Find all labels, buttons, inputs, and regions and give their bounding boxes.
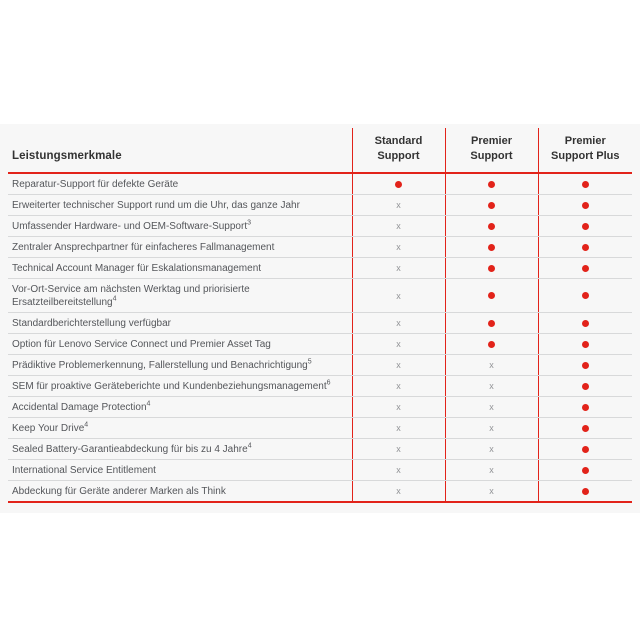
value-cell-premier: [445, 439, 538, 460]
table-row: [8, 279, 632, 313]
included-dot-icon: [582, 244, 589, 251]
value-cell-standard: [352, 439, 445, 460]
feature-cell: Technical Account Manager für Eskalationsmanagement: [8, 258, 352, 279]
table-row: [8, 481, 632, 503]
header-row: [8, 128, 632, 173]
value-cell-premier_plus: [538, 195, 632, 216]
value-cell-premier: [445, 313, 538, 334]
value-cell-premier: [445, 397, 538, 418]
footnote-superscript: 4: [84, 421, 89, 429]
value-cell-premier: [445, 481, 538, 503]
value-cell-premier_plus: [538, 237, 632, 258]
table-row: [8, 258, 632, 279]
table-row: [8, 376, 632, 397]
value-cell-premier: [445, 195, 538, 216]
feature-cell: Umfassender Hardware- und OEM-Software-Support$^3$: [8, 216, 352, 237]
included-dot-icon: [582, 488, 589, 495]
feature-cell: International Service Entitlement: [8, 460, 352, 481]
value-cell-standard: [352, 216, 445, 237]
table-row: [8, 313, 632, 334]
value-cell-premier: [445, 173, 538, 195]
not-included-x-mark: x: [489, 402, 494, 412]
table-row: [8, 460, 632, 481]
value-cell-premier_plus: [538, 418, 632, 439]
included-dot-icon: [488, 292, 495, 299]
value-cell-premier_plus: [538, 439, 632, 460]
included-dot-icon: [488, 202, 495, 209]
not-included-x-mark: x: [396, 423, 401, 433]
not-included-x-mark: x: [396, 444, 401, 454]
support-comparison-table: [8, 128, 632, 503]
included-dot-icon: [582, 292, 589, 299]
value-cell-premier_plus: [538, 460, 632, 481]
included-dot-icon: [488, 265, 495, 272]
value-cell-standard: [352, 460, 445, 481]
value-cell-premier_plus: [538, 279, 632, 313]
table-row: [8, 173, 632, 195]
not-included-x-mark: x: [396, 360, 401, 370]
footnote-superscript: 3: [247, 219, 251, 227]
not-included-x-mark: x: [489, 486, 494, 496]
value-cell-standard: [352, 376, 445, 397]
value-cell-standard: [352, 258, 445, 279]
included-dot-icon: [582, 265, 589, 272]
not-included-x-mark: x: [396, 242, 401, 252]
not-included-x-mark: x: [396, 200, 401, 210]
feature-cell: Zentraler Ansprechpartner für einfacheres Fallmanagement: [8, 237, 352, 258]
value-cell-standard: [352, 397, 445, 418]
feature-column-header: Leistungsmerkmale: [8, 128, 352, 173]
footnote-superscript: 4: [112, 295, 117, 303]
value-cell-premier_plus: [538, 258, 632, 279]
table-row: [8, 418, 632, 439]
not-included-x-mark: x: [489, 381, 494, 391]
not-included-x-mark: x: [396, 221, 401, 231]
included-dot-icon: [582, 341, 589, 348]
included-dot-icon: [488, 244, 495, 251]
not-included-x-mark: x: [396, 381, 401, 391]
value-cell-premier: [445, 237, 538, 258]
value-cell-standard: [352, 279, 445, 313]
feature-cell: SEM für proaktive Geräteberichte und Kundenbeziehungsmanagement$^6$: [8, 376, 352, 397]
included-dot-icon: [582, 202, 589, 209]
value-cell-premier_plus: [538, 355, 632, 376]
value-cell-standard: [352, 481, 445, 503]
value-cell-premier_plus: [538, 334, 632, 355]
value-cell-standard: [352, 418, 445, 439]
column-header-line1: Premier: [471, 135, 512, 147]
table-row: [8, 237, 632, 258]
included-dot-icon: [582, 446, 589, 453]
not-included-x-mark: x: [396, 290, 401, 301]
feature-cell: Prädiktive Problemerkennung, Fallerstellung und Benachrichtigung$^5$: [8, 355, 352, 376]
value-cell-premier: [445, 279, 538, 313]
not-included-x-mark: x: [396, 486, 401, 496]
feature-cell: Keep Your Drive$^4$: [8, 418, 352, 439]
value-cell-premier: [445, 334, 538, 355]
value-cell-standard: [352, 195, 445, 216]
value-cell-premier: [445, 216, 538, 237]
value-cell-premier_plus: [538, 481, 632, 503]
value-cell-standard: [352, 313, 445, 334]
included-dot-icon: [582, 383, 589, 390]
table-row: [8, 397, 632, 418]
feature-cell: Reparatur-Support für defekte Geräte: [8, 173, 352, 195]
column-header-line1: Premier: [564, 135, 606, 147]
value-cell-premier: [445, 418, 538, 439]
feature-cell: Accidental Damage Protection$^4$: [8, 397, 352, 418]
value-cell-standard: [352, 173, 445, 195]
included-dot-icon: [488, 320, 495, 327]
footnote-superscript: 4: [247, 442, 252, 450]
not-included-x-mark: x: [396, 402, 401, 412]
table-body: [8, 173, 632, 502]
column-header-premier-support-plus: [538, 128, 632, 173]
value-cell-standard: [352, 334, 445, 355]
not-included-x-mark: x: [396, 339, 401, 349]
included-dot-icon: [582, 404, 589, 411]
support-comparison-panel: [0, 124, 640, 513]
included-dot-icon: [582, 181, 589, 188]
value-cell-premier_plus: [538, 216, 632, 237]
column-header-standard-support: [352, 128, 445, 173]
not-included-x-mark: x: [396, 318, 401, 328]
value-cell-premier: [445, 376, 538, 397]
feature-cell: Abdeckung für Geräte anderer Marken als Think: [8, 481, 352, 503]
feature-cell: Vor-Ort-Service am nächsten Werktag und priorisierte Ersatzteilbereitstellung$^4$: [8, 279, 352, 313]
included-dot-icon: [488, 341, 495, 348]
footnote-superscript: 6: [326, 379, 331, 387]
included-dot-icon: [582, 467, 589, 474]
not-included-x-mark: x: [396, 263, 401, 273]
column-header-line1: Standard: [374, 135, 423, 147]
value-cell-premier: [445, 258, 538, 279]
included-dot-icon: [488, 223, 495, 230]
feature-cell: Erweiterter technischer Support rund um die Uhr, das ganze Jahr: [8, 195, 352, 216]
included-dot-icon: [395, 181, 402, 188]
table-row: [8, 334, 632, 355]
included-dot-icon: [582, 425, 589, 432]
value-cell-standard: [352, 355, 445, 376]
feature-cell: Option für Lenovo Service Connect und Premier Asset Tag: [8, 334, 352, 355]
value-cell-premier_plus: [538, 313, 632, 334]
column-header-line2: Support: [377, 150, 420, 162]
not-included-x-mark: x: [489, 360, 494, 370]
included-dot-icon: [582, 362, 589, 369]
feature-cell: Sealed Battery-Garantieabdeckung für bis zu 4 Jahre$^4$: [8, 439, 352, 460]
table-row: [8, 216, 632, 237]
value-cell-premier_plus: [538, 376, 632, 397]
column-header-line2: Support: [470, 150, 513, 162]
value-cell-premier_plus: [538, 397, 632, 418]
not-included-x-mark: x: [489, 465, 494, 475]
not-included-x-mark: x: [489, 423, 494, 433]
value-cell-standard: [352, 237, 445, 258]
footnote-superscript: 4: [146, 400, 151, 408]
table-row: [8, 355, 632, 376]
column-header-premier-support: [445, 128, 538, 173]
included-dot-icon: [582, 320, 589, 327]
table-row: [8, 439, 632, 460]
not-included-x-mark: x: [489, 444, 494, 454]
not-included-x-mark: x: [396, 465, 401, 475]
feature-cell: Standardberichterstellung verfügbar: [8, 313, 352, 334]
value-cell-premier: [445, 355, 538, 376]
included-dot-icon: [582, 223, 589, 230]
footnote-superscript: 5: [307, 358, 312, 366]
included-dot-icon: [488, 181, 495, 188]
value-cell-premier: [445, 460, 538, 481]
table-row: [8, 195, 632, 216]
value-cell-premier_plus: [538, 173, 632, 195]
column-header-line2: Support Plus: [551, 150, 620, 162]
table-header: [8, 128, 632, 173]
